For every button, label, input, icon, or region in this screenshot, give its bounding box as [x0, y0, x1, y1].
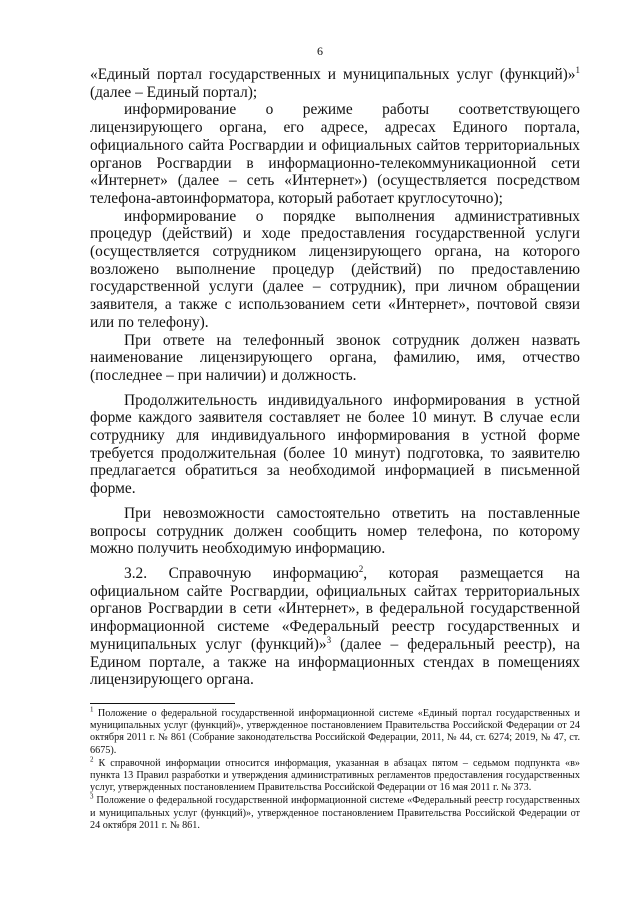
footnote-ref-1[interactable]: 1: [575, 64, 580, 75]
footnote-text: К справочной информации относится информация, указанная в абзацах пятом – седьмом подпункта «в» пункта 13 Правил разработки и утверждения административных регламентов предоставления государственных услуг, утвержденных постановлением Правительства Российской Федерации от 16 мая 2011 г. № 373.: [90, 757, 580, 794]
footnotes: [90, 705, 580, 833]
paragraph-reference-info: [90, 565, 580, 689]
portal-name-tail: (далее – Единый портал);: [90, 83, 258, 101]
paragraph-portal-name: [90, 66, 580, 101]
reference-info-start: 3.2. Справочную информацию: [124, 564, 359, 582]
footnote-1: [90, 705, 580, 757]
paragraph-info-procedures: информирование о порядке выполнения административных процедур (действий) и ходе предоставления государственной услуги (осуществляется сотрудником лицензирующего органа, на которого возложено выполнение процедур (действий) по предоставлению государственной услуги (далее – сотрудник), при личном обращении заявителя, а также с использованием сети «Интернет», почтовой связи или по телефону).: [90, 207, 580, 331]
reference-info-end: (далее – федеральный реестр), на Едином портале, а также на информационных стендах в помещениях лицензирующего органа.: [90, 635, 581, 689]
paragraph-phone-call: При ответе на телефонный звонок сотрудник должен назвать наименование лицензирующего органа, фамилию, имя, отчество (последнее – при наличии) и должность.: [90, 331, 580, 384]
paragraph-duration: Продолжительность индивидуального информирования в устной форме каждого заявителя составляет не более 10 минут. В случае если сотруднику для индивидуального информирования в устной форме требуется продолжительная (более 10 минут) подготовка, то заявителю предлагается обратиться за необходимой информацией в письменной форме.: [90, 391, 580, 498]
main-text: [90, 66, 580, 696]
portal-name-text: «Единый портал государственных и муниципальных услуг (функций)»: [90, 66, 576, 83]
footnote-3: [90, 795, 580, 832]
footnote-ref-3[interactable]: 3: [326, 634, 332, 645]
footnote-ref-2[interactable]: 2: [358, 563, 364, 574]
footnote-number: 2: [90, 755, 94, 764]
footnote-2: [90, 755, 580, 795]
footnote-text: Положение о федеральной государственной информационной системе «Федеральный реестр государственных и муниципальных услуг (функций)», утвержденное постановлением Правительства Российской Федерации от 24 октября 2011 г. № 861.: [90, 795, 580, 831]
footnote-number: 3: [90, 793, 94, 802]
footnote-number: 1: [90, 705, 94, 714]
paragraph-unable-answer: При невозможности самостоятельно ответить на поставленные вопросы сотрудник должен сообщить номер телефона, по которому можно получить необходимую информацию.: [90, 504, 580, 558]
reference-info-middle: , которая размещается на официальном сайте Росгвардии, официальных сайтах территориальных органов Росгвардии в сети «Интернет», в федеральной государственной информационной системе «Федеральный реестр государственных и муниципальных услуг (функций)»: [90, 564, 580, 653]
page-number: 6: [317, 44, 323, 58]
footnote-text: Положение о федеральной государственной информационной системе «Единый портал государственных и муниципальных услуг (функций)», утвержденное постановлением Правительства Российской Федерации от 24 октября 2011 г. № 861 (Собрание законодательства Российской Федерации, 2011, № 44, ст. 6274; 2019, № 47, ст. 6675).: [90, 708, 580, 756]
paragraph-info-schedule: информирование о режиме работы соответствующего лицензирующего органа, его адресе, адресах Единого портала, официального сайта Росгвардии и официальных сайтов территориальных органов Росгвардии в информационно-телекоммуникационной сети «Интернет» (далее – сеть «Интернет») (осуществляется посредством телефона-автоинформатора, который работает круглосуточно);: [90, 101, 580, 207]
footnote-divider: [90, 703, 235, 704]
